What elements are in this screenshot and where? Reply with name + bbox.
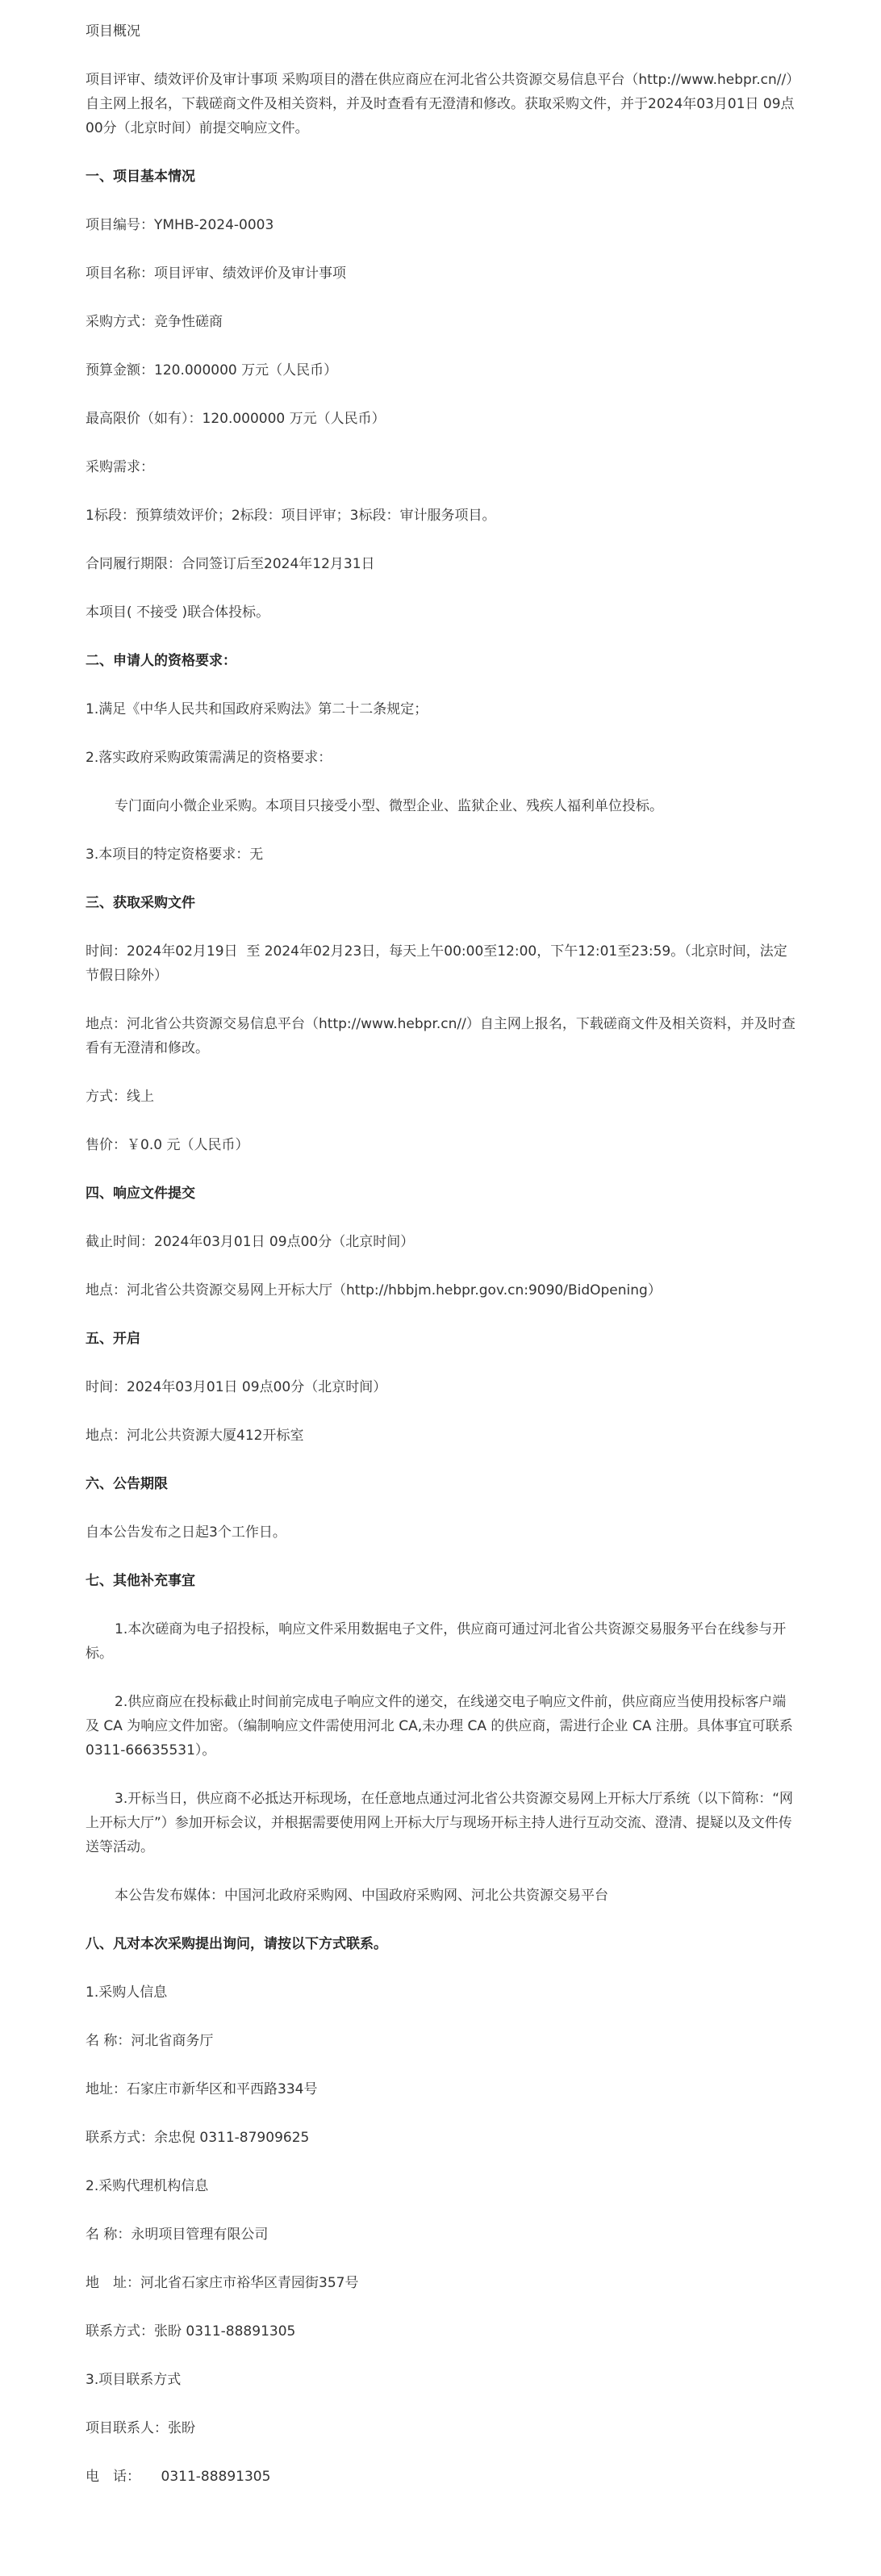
obtain-place: 地点：河北省公共资源交易信息平台（http://www.hebpr.cn//）自主网上报名，下载磋商文件及相关资料，并及时查看有无澄清和修改。	[86, 1016, 795, 1056]
submission-place: 地点：河北省公共资源交易网上开标大厅（http://hbbjm.hebpr.gov.cn:9090/BidOpening）	[86, 1282, 662, 1298]
qualification-item-2: 2.落实政府采购政策需满足的资格要求：	[86, 750, 332, 766]
buyer-contact: 联系方式：余忠倪 0311-87909625	[86, 2130, 310, 2146]
qualification-item-3: 3.本项目的特定资格要求：无	[86, 847, 264, 863]
max-price: 最高限价（如有）：120.000000 万元（人民币）	[86, 411, 386, 427]
publishing-media: 本公告发布媒体：中国河北政府采购网、中国政府采购网、河北公共资源交易平台	[115, 1888, 608, 1904]
section8-heading: 八、凡对本次采购提出询问，请按以下方式联系。	[86, 1936, 387, 1952]
agency-contact: 联系方式：张盼 0311-88891305	[86, 2323, 296, 2340]
opening-time: 时间：2024年03月01日 09点00分（北京时间）	[86, 1379, 387, 1395]
section6-heading: 六、公告期限	[86, 1476, 168, 1492]
overview-title: 项目概况	[86, 23, 140, 40]
agency-name: 名 称：永明项目管理有限公司	[86, 2227, 269, 2243]
procurement-method: 采购方式：竞争性磋商	[86, 314, 223, 330]
project-contact-person: 项目联系人：张盼	[86, 2420, 195, 2436]
buyer-name: 名 称：河北省商务厅	[86, 2033, 214, 2049]
qualification-item-2-detail: 专门面向小微企业采购。本项目只接受小型、微型企业、监狱企业、残疾人福利单位投标。	[115, 798, 663, 814]
obtain-price: 售价：￥0.0 元（人民币）	[86, 1137, 249, 1153]
contract-period: 合同履行期限：合同签订后至2024年12月31日	[86, 556, 375, 572]
section5-heading: 五、开启	[86, 1331, 140, 1347]
project-name: 项目名称：项目评审、绩效评价及审计事项	[86, 266, 346, 282]
overview-text: 项目评审、绩效评价及审计事项 采购项目的潜在供应商应在河北省公共资源交易信息平台（http://www.hebpr.cn//）自主网上报名，下载磋商文件及相关资料，并及时查看有无澄清和修改。获取采购文件，并于2024年03月01日 09点00分（北京时间）前提交响应文件。	[86, 72, 795, 136]
section1-heading: 一、项目基本情况	[86, 169, 195, 185]
demand-text: 1标段：预算绩效评价；2标段：项目评审；3标段：审计服务项目。	[86, 508, 496, 524]
section4-heading: 四、响应文件提交	[86, 1186, 195, 1202]
project-number: 项目编号：YMHB-2024-0003	[86, 217, 274, 233]
supplement-item-2: 2.供应商应在投标截止时间前完成电子响应文件的递交，在线递交电子响应文件前，供应商应当使用投标客户端及 CA 为响应文件加密。（编制响应文件需使用河北 CA,未办理 CA 的供应商，需进行企业 CA 注册。具体事宜可联系 0311-66635531）。	[86, 1694, 798, 1758]
project-contact-phone: 电 话： 0311-88891305	[86, 2469, 271, 2485]
buyer-address: 地址：石家庄市新华区和平西路334号	[86, 2081, 318, 2097]
agency-info-title: 2.采购代理机构信息	[86, 2178, 209, 2194]
supplement-item-1: 1.本次磋商为电子招投标，响应文件采用数据电子文件，供应商可通过河北省公共资源交易服务平台在线参与开标。	[86, 1621, 787, 1662]
opening-place: 地点：河北公共资源大厦412开标室	[86, 1428, 304, 1444]
section7-heading: 七、其他补充事宜	[86, 1573, 195, 1589]
consortium-note: 本项目( 不接受 )联合体投标。	[86, 604, 270, 621]
submission-deadline: 截止时间：2024年03月01日 09点00分（北京时间）	[86, 1234, 415, 1250]
supplement-item-3: 3.开标当日，供应商不必抵达开标现场，在任意地点通过河北省公共资源交易网上开标大厅系统（以下简称：“网上开标大厅”）参加开标会议，并根据需要使用网上开标大厅与现场开标主持人进行互动交流、澄清、提疑以及文件传送等活动。	[86, 1791, 794, 1855]
project-contact-title: 3.项目联系方式	[86, 2372, 182, 2388]
obtain-method: 方式：线上	[86, 1089, 154, 1105]
obtain-time: 时间：2024年02月19日 至 2024年02月23日，每天上午00:00至12:00，下午12:01至23:59。（北京时间，法定节假日除外）	[86, 943, 787, 984]
buyer-info-title: 1.采购人信息	[86, 1984, 168, 2001]
budget-amount: 预算金额：120.000000 万元（人民币）	[86, 362, 338, 378]
section2-heading: 二、申请人的资格要求：	[86, 653, 236, 669]
qualification-item-1: 1.满足《中华人民共和国政府采购法》第二十二条规定；	[86, 701, 428, 717]
announcement-period: 自本公告发布之日起3个工作日。	[86, 1524, 286, 1541]
section3-heading: 三、获取采购文件	[86, 895, 195, 911]
agency-address: 地 址：河北省石家庄市裕华区青园街357号	[86, 2275, 359, 2291]
demand-label: 采购需求：	[86, 459, 154, 475]
